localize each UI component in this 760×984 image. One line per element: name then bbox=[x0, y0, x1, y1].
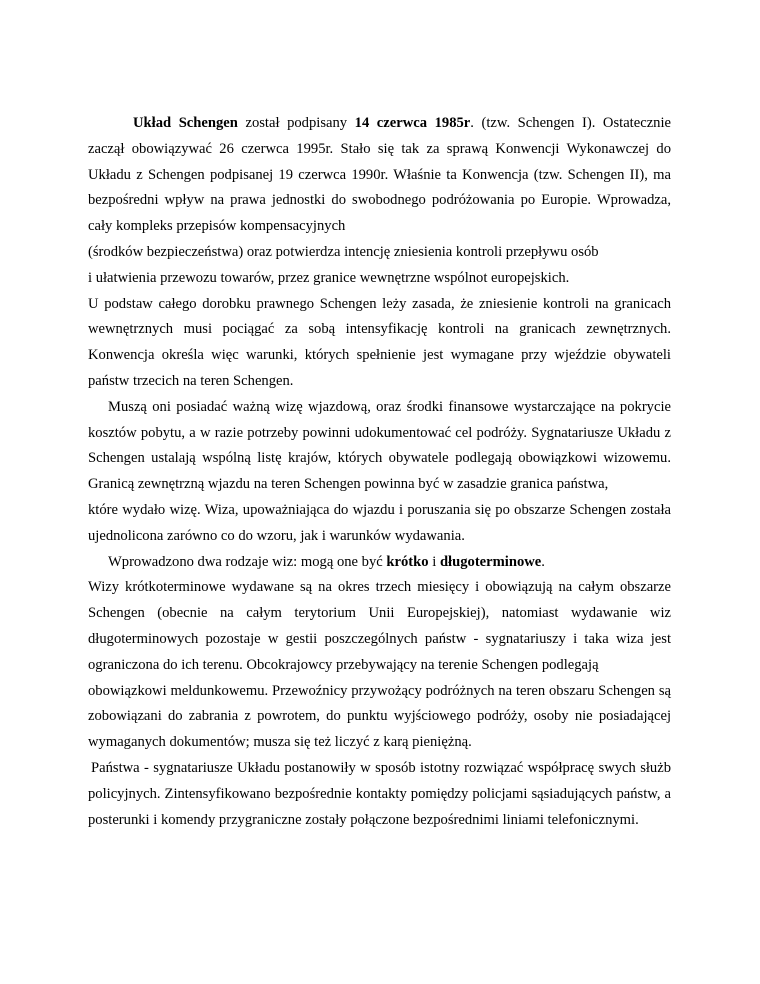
paragraph-7: Wprowadzono dwa rodzaje wiz: mogą one być krótko i długoterminowe. bbox=[108, 553, 545, 570]
paragraph-8: Wizy krótkoterminowe wydawane są na okres trzech miesięcy i obowiązują na całym obszarze Schengen (obecnie na całym terytorium Unii Europejskiej), natomiast wydawanie wiz długoterminowych pozostaje w gestii poszczególnych państw - sygnatariuszy i taka wiza jest ograniczona do ich terenu. Obcokrajowcy przebywający na terenie Schengen podlegają bbox=[88, 579, 671, 673]
bold-term-schengen-agreement: Układ Schengen bbox=[133, 115, 238, 131]
paragraph-6: które wydało wizę. Wiza, upoważniająca do wjazdu i poruszania się po obszarze Schengen została ujednolicona zarówno co do wzoru, jak i warunków wydawania. bbox=[88, 501, 671, 544]
bold-term-short: krótko bbox=[386, 553, 429, 570]
document-body bbox=[88, 111, 671, 833]
bold-date-signed: 14 czerwca 1985r bbox=[354, 115, 471, 131]
paragraph-10: Państwa - sygnatariusze Układu postanowiły w sposób istotny rozwiązać współpracę swych służb policyjnych. Zintensyfikowano bezpośrednie kontakty pomiędzy policjami sąsiadujących państw, a posterunki i komendy przygraniczne zostały połączone bezpośrednimi liniami telefonicznymi. bbox=[88, 759, 671, 828]
paragraph-1: Układ Schengen został podpisany 14 czerwca 1985r. (tzw. Schengen I). Ostatecznie zaczął obowiązywać 26 czerwca 1995r. Stało się tak za sprawą Konwencji Wykonawczej do Układu z Schengen podpisanej 19 czerwca 1990r. Właśnie ta Konwencja (tzw. Schengen II), ma bezpośredni wpływ na prawa jednostki do swobodnego podróżowania po Europie. Wprowadza, cały kompleks przepisów kompensacyjnych bbox=[88, 115, 671, 235]
paragraph-5: Muszą oni posiadać ważną wizę wjazdową, oraz środki finansowe wystarczające na pokrycie kosztów pobytu, a w razie potrzeby powinni udokumentować cel podróży. Sygnatariusze Układu z Schengen ustalają wspólną listę krajów, których obywatele podlegają obowiązkowi wizowemu. Granicą zewnętrzną wjazdu na teren Schengen powinna być w zasadzie granica państwa, bbox=[88, 398, 671, 493]
bold-term-long: długoterminowe bbox=[439, 553, 542, 570]
paragraph-4: U podstaw całego dorobku prawnego Schengen leży zasada, że zniesienie kontroli na granicach wewnętrznych musi pociągać za sobą intensyfikację kontroli na granicach zewnętrznych. Konwencja określa więc warunki, których spełnienie jest wymagane przy wjeździe obywateli państw trzecich na teren Schengen. bbox=[88, 295, 671, 389]
paragraph-9: obowiązkowi meldunkowemu. Przewoźnicy przywożący podróżnych na teren obszaru Schengen są zobowiązani do zabrania z powrotem, do punktu wyjściowego podróży, osoby nie posiadającej wymaganych dokumentów; musza się też liczyć z karą pieniężną. bbox=[88, 682, 671, 751]
paragraph-3: i ułatwienia przewozu towarów, przez granice wewnętrzne wspólnot europejskich. bbox=[88, 269, 570, 286]
paragraph-2: (środków bezpieczeństwa) oraz potwierdza intencję zniesienia kontroli przepływu osób bbox=[88, 243, 599, 260]
